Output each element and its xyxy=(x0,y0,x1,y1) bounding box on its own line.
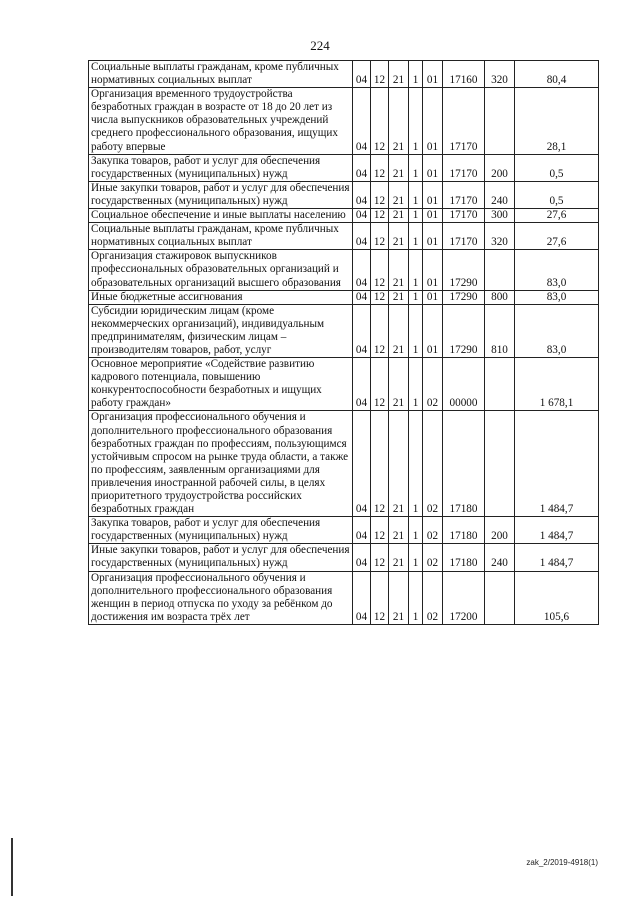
cell-cs1: 21 xyxy=(389,88,409,154)
cell-rz: 04 xyxy=(353,181,371,208)
cell-cs1: 21 xyxy=(389,290,409,304)
cell-pr: 12 xyxy=(371,209,389,223)
cell-vr: 200 xyxy=(485,154,515,181)
table-row xyxy=(89,571,599,624)
cell-rz: 04 xyxy=(353,517,371,544)
row-name: Иные закупки товаров, работ и услуг для обеспечения государственных (муниципальных) нужд xyxy=(89,181,353,208)
cell-cs2: 1 xyxy=(409,304,423,357)
budget-table xyxy=(88,60,599,625)
cell-cs3: 01 xyxy=(423,209,443,223)
cell-cs1: 21 xyxy=(389,154,409,181)
cell-cs3: 02 xyxy=(423,571,443,624)
cell-amount: 27,6 xyxy=(515,223,599,250)
cell-rz: 04 xyxy=(353,358,371,411)
cell-cs3: 01 xyxy=(423,290,443,304)
cell-cs3: 01 xyxy=(423,88,443,154)
row-name: Социальные выплаты гражданам, кроме публичных нормативных социальных выплат xyxy=(89,223,353,250)
cell-cs4: 17290 xyxy=(443,250,485,290)
cell-cs1: 21 xyxy=(389,358,409,411)
table-row xyxy=(89,304,599,357)
cell-rz: 04 xyxy=(353,209,371,223)
cell-cs4: 17170 xyxy=(443,154,485,181)
row-name: Организация профессионального обучения и дополнительного профессионального образования безработных граждан по профессиям, пользующимся устойчивым спросом на рынке труда области, а также по профессиям, заявленным организациями для привлечения иностранной рабочей силы, в целях приоритетного трудоустройства российских безработных граждан xyxy=(89,411,353,517)
cell-rz: 04 xyxy=(353,304,371,357)
row-name: Закупка товаров, работ и услуг для обеспечения государственных (муниципальных) нужд xyxy=(89,517,353,544)
cell-cs3: 01 xyxy=(423,223,443,250)
cell-cs2: 1 xyxy=(409,358,423,411)
cell-pr: 12 xyxy=(371,517,389,544)
cell-amount: 1 678,1 xyxy=(515,358,599,411)
cell-pr: 12 xyxy=(371,181,389,208)
cell-amount: 27,6 xyxy=(515,209,599,223)
cell-cs3: 02 xyxy=(423,517,443,544)
cell-vr xyxy=(485,358,515,411)
row-name: Основное мероприятие «Содействие развитию кадрового потенциала, повышению конкурентоспособности безработных и ищущих работу граждан» xyxy=(89,358,353,411)
cell-cs2: 1 xyxy=(409,517,423,544)
cell-cs1: 21 xyxy=(389,304,409,357)
cell-cs2: 1 xyxy=(409,544,423,571)
cell-cs1: 21 xyxy=(389,411,409,517)
cell-cs3: 01 xyxy=(423,250,443,290)
row-name: Социальное обеспечение и иные выплаты населению xyxy=(89,209,353,223)
cell-amount: 28,1 xyxy=(515,88,599,154)
cell-vr: 800 xyxy=(485,290,515,304)
table-row xyxy=(89,209,599,223)
row-name: Организация стажировок выпускников профессиональных образовательных организаций и образовательных организаций высшего образования xyxy=(89,250,353,290)
cell-cs3: 01 xyxy=(423,304,443,357)
cell-pr: 12 xyxy=(371,304,389,357)
cell-amount: 1 484,7 xyxy=(515,411,599,517)
table-row xyxy=(89,181,599,208)
row-name: Иные бюджетные ассигнования xyxy=(89,290,353,304)
cell-rz: 04 xyxy=(353,411,371,517)
table-row xyxy=(89,154,599,181)
cell-cs4: 17170 xyxy=(443,181,485,208)
cell-vr: 200 xyxy=(485,517,515,544)
cell-rz: 04 xyxy=(353,571,371,624)
cell-cs2: 1 xyxy=(409,61,423,88)
cell-cs2: 1 xyxy=(409,154,423,181)
cell-cs2: 1 xyxy=(409,571,423,624)
cell-amount: 83,0 xyxy=(515,290,599,304)
cell-rz: 04 xyxy=(353,250,371,290)
cell-cs4: 17170 xyxy=(443,88,485,154)
cell-cs2: 1 xyxy=(409,290,423,304)
cell-pr: 12 xyxy=(371,571,389,624)
cell-pr: 12 xyxy=(371,250,389,290)
table-row xyxy=(89,517,599,544)
table-row xyxy=(89,411,599,517)
cell-cs4: 17170 xyxy=(443,209,485,223)
cell-amount: 105,6 xyxy=(515,571,599,624)
cell-cs4: 17180 xyxy=(443,411,485,517)
cell-cs4: 17200 xyxy=(443,571,485,624)
row-name: Закупка товаров, работ и услуг для обеспечения государственных (муниципальных) нужд xyxy=(89,154,353,181)
cell-pr: 12 xyxy=(371,61,389,88)
cell-rz: 04 xyxy=(353,61,371,88)
row-name: Организация профессионального обучения и дополнительного профессионального образования женщин в период отпуска по уходу за ребёнком до достижения им возраста трёх лет xyxy=(89,571,353,624)
cell-cs4: 00000 xyxy=(443,358,485,411)
cell-amount: 1 484,7 xyxy=(515,544,599,571)
row-name: Социальные выплаты гражданам, кроме публичных нормативных социальных выплат xyxy=(89,61,353,88)
cell-vr xyxy=(485,411,515,517)
cell-cs4: 17170 xyxy=(443,223,485,250)
cell-cs1: 21 xyxy=(389,250,409,290)
cell-cs2: 1 xyxy=(409,411,423,517)
cell-cs1: 21 xyxy=(389,544,409,571)
table-row xyxy=(89,250,599,290)
cell-vr: 240 xyxy=(485,544,515,571)
cell-pr: 12 xyxy=(371,88,389,154)
cell-amount: 0,5 xyxy=(515,154,599,181)
cell-cs2: 1 xyxy=(409,250,423,290)
cell-vr: 240 xyxy=(485,181,515,208)
cell-cs4: 17180 xyxy=(443,544,485,571)
cell-cs1: 21 xyxy=(389,181,409,208)
cell-vr xyxy=(485,571,515,624)
cell-rz: 04 xyxy=(353,223,371,250)
cell-rz: 04 xyxy=(353,88,371,154)
cell-vr xyxy=(485,250,515,290)
cell-vr: 300 xyxy=(485,209,515,223)
table-row xyxy=(89,544,599,571)
row-name: Организация временного трудоустройства безработных граждан в возрасте от 18 до 20 лет из числа выпускников образовательных учреждений среднего профессионального образования, ищущих работу впервые xyxy=(89,88,353,154)
cell-cs2: 1 xyxy=(409,88,423,154)
page-number: 224 xyxy=(310,38,330,53)
cell-vr: 810 xyxy=(485,304,515,357)
cell-cs3: 01 xyxy=(423,154,443,181)
cell-cs1: 21 xyxy=(389,61,409,88)
cell-cs2: 1 xyxy=(409,209,423,223)
cell-pr: 12 xyxy=(371,223,389,250)
row-name: Субсидии юридическим лицам (кроме некоммерческих организаций), индивидуальным предпринимателям, физическим лицам – производителям товаров, работ, услуг xyxy=(89,304,353,357)
cell-cs2: 1 xyxy=(409,181,423,208)
cell-pr: 12 xyxy=(371,411,389,517)
cell-cs1: 21 xyxy=(389,571,409,624)
cell-cs2: 1 xyxy=(409,223,423,250)
cell-cs3: 01 xyxy=(423,61,443,88)
cell-cs3: 02 xyxy=(423,358,443,411)
table-row xyxy=(89,61,599,88)
table-row xyxy=(89,223,599,250)
footer-code: zak_2/2019-4918(1) xyxy=(526,858,598,867)
cell-amount: 0,5 xyxy=(515,181,599,208)
cell-cs4: 17290 xyxy=(443,304,485,357)
cell-rz: 04 xyxy=(353,544,371,571)
cell-cs1: 21 xyxy=(389,209,409,223)
cell-cs4: 17180 xyxy=(443,517,485,544)
cell-cs4: 17290 xyxy=(443,290,485,304)
cell-pr: 12 xyxy=(371,290,389,304)
cell-vr: 320 xyxy=(485,223,515,250)
table-row xyxy=(89,88,599,154)
cell-amount: 83,0 xyxy=(515,250,599,290)
row-name: Иные закупки товаров, работ и услуг для обеспечения государственных (муниципальных) нужд xyxy=(89,544,353,571)
cell-pr: 12 xyxy=(371,154,389,181)
cell-amount: 83,0 xyxy=(515,304,599,357)
table-row xyxy=(89,358,599,411)
cell-amount: 80,4 xyxy=(515,61,599,88)
cell-cs1: 21 xyxy=(389,517,409,544)
cell-pr: 12 xyxy=(371,544,389,571)
cell-cs1: 21 xyxy=(389,223,409,250)
cell-vr: 320 xyxy=(485,61,515,88)
margin-line xyxy=(11,838,13,896)
cell-rz: 04 xyxy=(353,154,371,181)
table-row xyxy=(89,290,599,304)
cell-rz: 04 xyxy=(353,290,371,304)
cell-pr: 12 xyxy=(371,358,389,411)
cell-cs3: 01 xyxy=(423,181,443,208)
cell-cs4: 17160 xyxy=(443,61,485,88)
cell-vr xyxy=(485,88,515,154)
cell-cs3: 02 xyxy=(423,411,443,517)
cell-amount: 1 484,7 xyxy=(515,517,599,544)
cell-cs3: 02 xyxy=(423,544,443,571)
